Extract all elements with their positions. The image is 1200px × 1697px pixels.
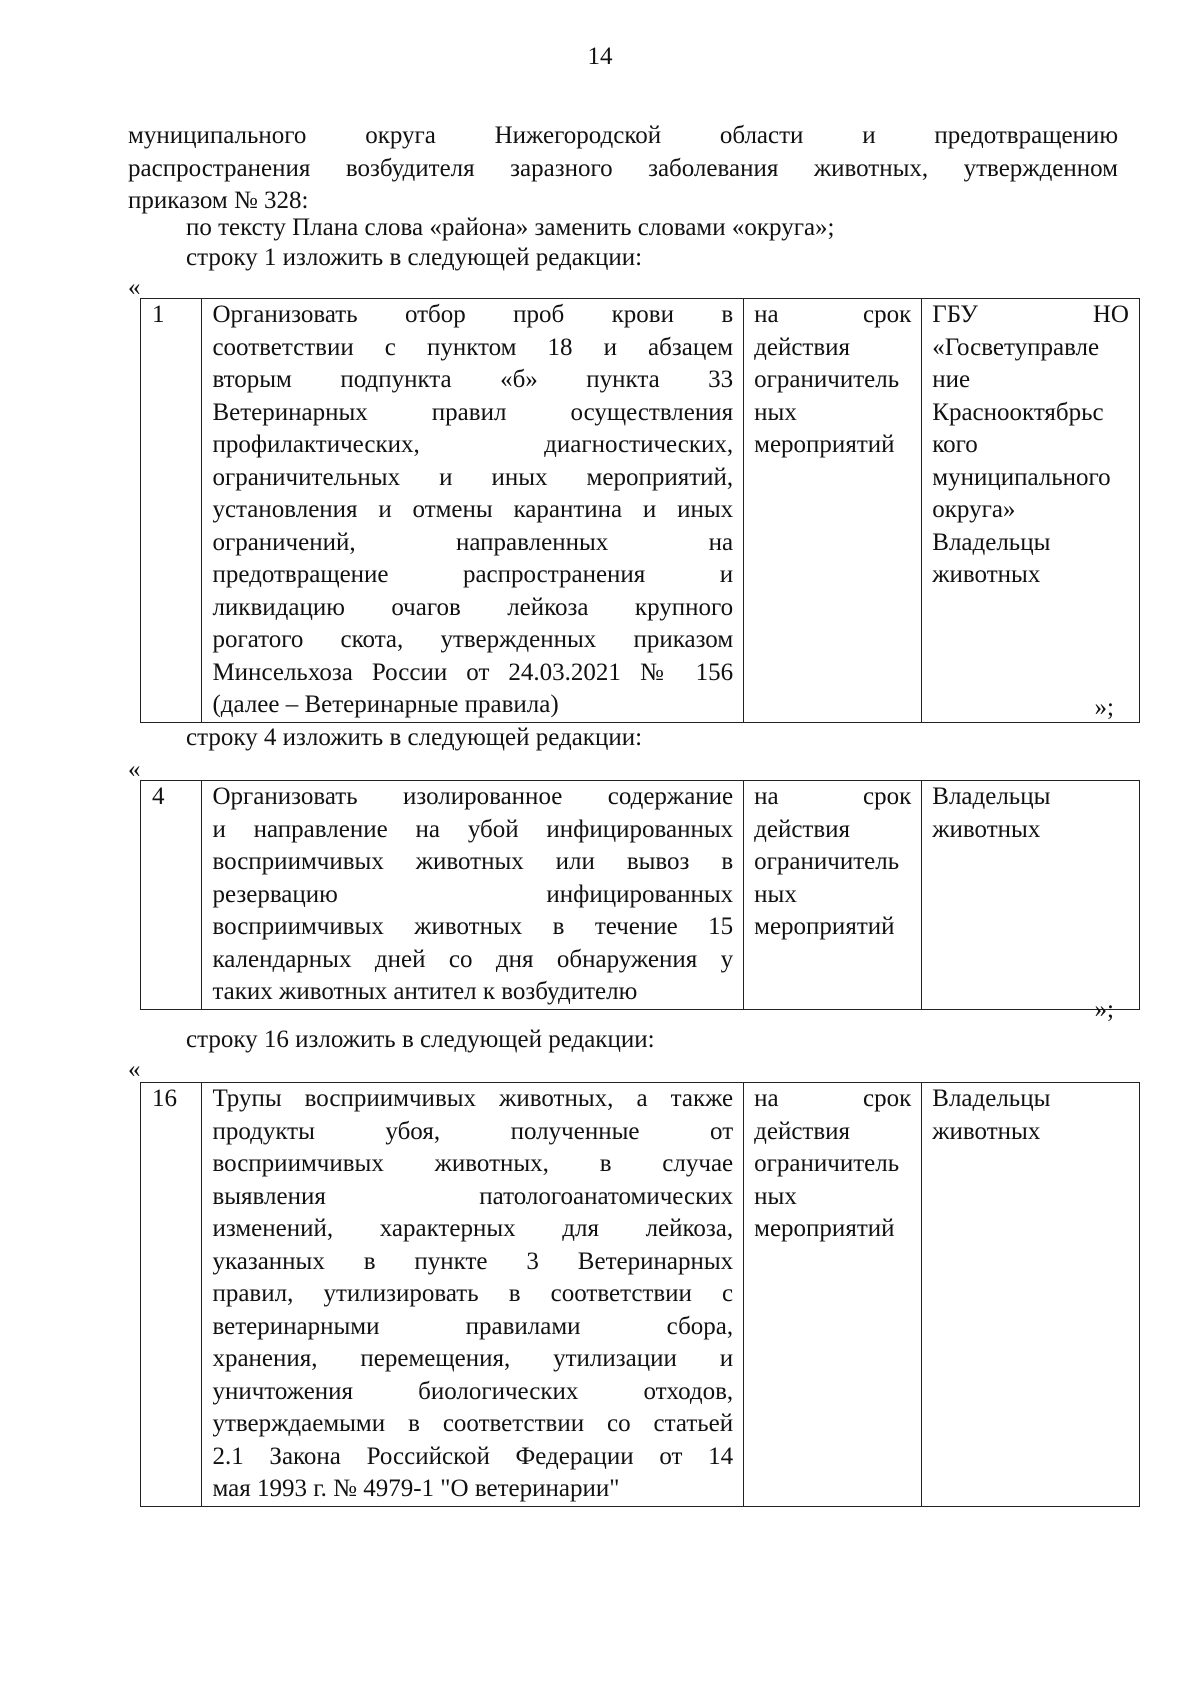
- row-1-term: [744, 299, 922, 723]
- cell-line: Минсельхоза России от 24.03.2021 № 156: [212, 658, 734, 686]
- instruction-replace: по тексту Плана слова «района» заменить словами «округа»;: [186, 214, 835, 241]
- section-16-open-quote: «: [128, 1056, 141, 1083]
- cell-line: мероприятий: [754, 431, 895, 458]
- cell-line: ветеринарными правилами сбора,: [212, 1312, 734, 1340]
- cell-line: действия: [754, 333, 851, 361]
- cell-line: муниципального: [932, 463, 1111, 491]
- cell-line: таких животных антител к возбудителю: [212, 978, 638, 1005]
- cell-line: округа»: [932, 496, 1016, 523]
- cell-line: указанных в пункте 3 Ветеринарных: [212, 1247, 734, 1275]
- row-4-responsible: [922, 781, 1140, 1010]
- section-1-open-quote: «: [128, 274, 141, 301]
- cell-line: 2.1 Закона Российской Федерации от 14: [212, 1442, 734, 1470]
- cell-line: выявления патологоанатомических: [212, 1182, 734, 1210]
- section-16-heading: строку 16 изложить в следующей редакции:: [186, 1026, 655, 1053]
- cell-line: ных: [754, 398, 797, 426]
- intro-line-3: приказом № 328:: [128, 187, 309, 214]
- row-16-number: 16: [141, 1083, 202, 1507]
- row-4-text: [202, 781, 744, 1010]
- cell-line: календарных дней со дня обнаружения у: [212, 945, 734, 973]
- cell-line: кого: [932, 431, 978, 458]
- cell-line: на срок: [754, 1085, 912, 1112]
- cell-line: мероприятий: [754, 1215, 895, 1242]
- cell-line: уничтожения биологических отходов,: [212, 1377, 734, 1405]
- row-1-number: 1: [141, 299, 202, 723]
- cell-line: утверждаемыми в соответствии со статьей: [212, 1410, 734, 1437]
- cell-line: животных: [932, 815, 1041, 843]
- cell-line: соответствии с пунктом 18 и абзацем: [212, 333, 734, 361]
- section-4-close-quote: »;: [1094, 996, 1114, 1023]
- cell-line: вторым подпункта «б» пункта 33: [212, 366, 734, 393]
- cell-line: на срок: [754, 783, 912, 810]
- cell-line: на срок: [754, 301, 912, 328]
- row-1-responsible: [922, 299, 1140, 723]
- cell-line: рогатого скота, утвержденных приказом: [212, 626, 734, 653]
- table-row-4: [140, 780, 1140, 1010]
- cell-line: Трупы восприимчивых животных, а также: [212, 1085, 734, 1112]
- cell-line: Владельцы: [932, 1085, 1051, 1112]
- cell-line: установления и отмены карантина и иных: [212, 496, 734, 523]
- cell-line: Владельцы: [932, 528, 1051, 556]
- cell-line: «Госветуправле: [932, 333, 1100, 361]
- intro-line-1: муниципального округа Нижегородской области и предотвращению: [128, 122, 1118, 149]
- cell-line: хранения, перемещения, утилизации и: [212, 1345, 734, 1372]
- cell-line: Организовать изолированное содержание: [212, 783, 734, 810]
- row-4-number: 4: [141, 781, 202, 1010]
- cell-line: ликвидацию очагов лейкоза крупного: [212, 593, 734, 621]
- cell-line: и направление на убой инфицированных: [212, 815, 734, 843]
- cell-line: продукты убоя, полученные от: [212, 1117, 734, 1145]
- cell-line: восприимчивых животных, в случае: [212, 1150, 734, 1177]
- cell-line: Организовать отбор проб крови в: [212, 301, 734, 328]
- cell-line: восприимчивых животных в течение 15: [212, 913, 734, 940]
- table-row-16: [140, 1082, 1140, 1507]
- row-16-term: [744, 1083, 922, 1507]
- cell-line: ограничитель: [754, 366, 900, 393]
- cell-line: изменений, характерных для лейкоза,: [212, 1215, 734, 1242]
- cell-line: ограничительных и иных мероприятий,: [212, 463, 734, 491]
- cell-line: Краснооктябрьс: [932, 398, 1104, 426]
- cell-line: мая 1993 г. № 4979-1 "О ветеринарии": [212, 1475, 620, 1502]
- row-4-term: [744, 781, 922, 1010]
- row-1-text: [202, 299, 744, 723]
- cell-line: Ветеринарных правил осуществления: [212, 398, 734, 426]
- cell-line: резервацию инфицированных: [212, 880, 734, 908]
- cell-line: профилактических, диагностических,: [212, 431, 734, 458]
- section-4-heading: строку 4 изложить в следующей редакции:: [186, 724, 643, 751]
- section-4-open-quote: «: [128, 756, 141, 783]
- cell-line: ограничений, направленных на: [212, 528, 734, 556]
- page-number: 14: [587, 43, 613, 70]
- table-row-1: [140, 298, 1140, 723]
- cell-line: правил, утилизировать в соответствии с: [212, 1280, 734, 1307]
- intro-line-2: распространения возбудителя заразного заболевания животных, утвержденном: [128, 154, 1118, 182]
- cell-line: ние: [932, 366, 971, 393]
- cell-line: ограничитель: [754, 1150, 900, 1177]
- cell-line: животных: [932, 1117, 1041, 1145]
- cell-line: восприимчивых животных или вывоз в: [212, 848, 734, 875]
- cell-line: ных: [754, 880, 797, 908]
- cell-line: ограничитель: [754, 848, 900, 875]
- section-1-heading: строку 1 изложить в следующей редакции:: [186, 244, 643, 271]
- row-16-responsible: [922, 1083, 1140, 1507]
- cell-line: мероприятий: [754, 913, 895, 940]
- cell-line: ГБУ НО: [932, 301, 1129, 328]
- cell-line: действия: [754, 815, 851, 843]
- cell-line: животных: [932, 561, 1041, 588]
- cell-line: предотвращение распространения и: [212, 561, 734, 588]
- cell-line: ных: [754, 1182, 797, 1210]
- cell-line: действия: [754, 1117, 851, 1145]
- cell-line: Владельцы: [932, 783, 1051, 810]
- intro-paragraph: [128, 120, 1118, 218]
- section-1-close-quote: »;: [1094, 694, 1114, 721]
- row-16-text: [202, 1083, 744, 1507]
- cell-line: (далее – Ветеринарные правила): [212, 691, 559, 718]
